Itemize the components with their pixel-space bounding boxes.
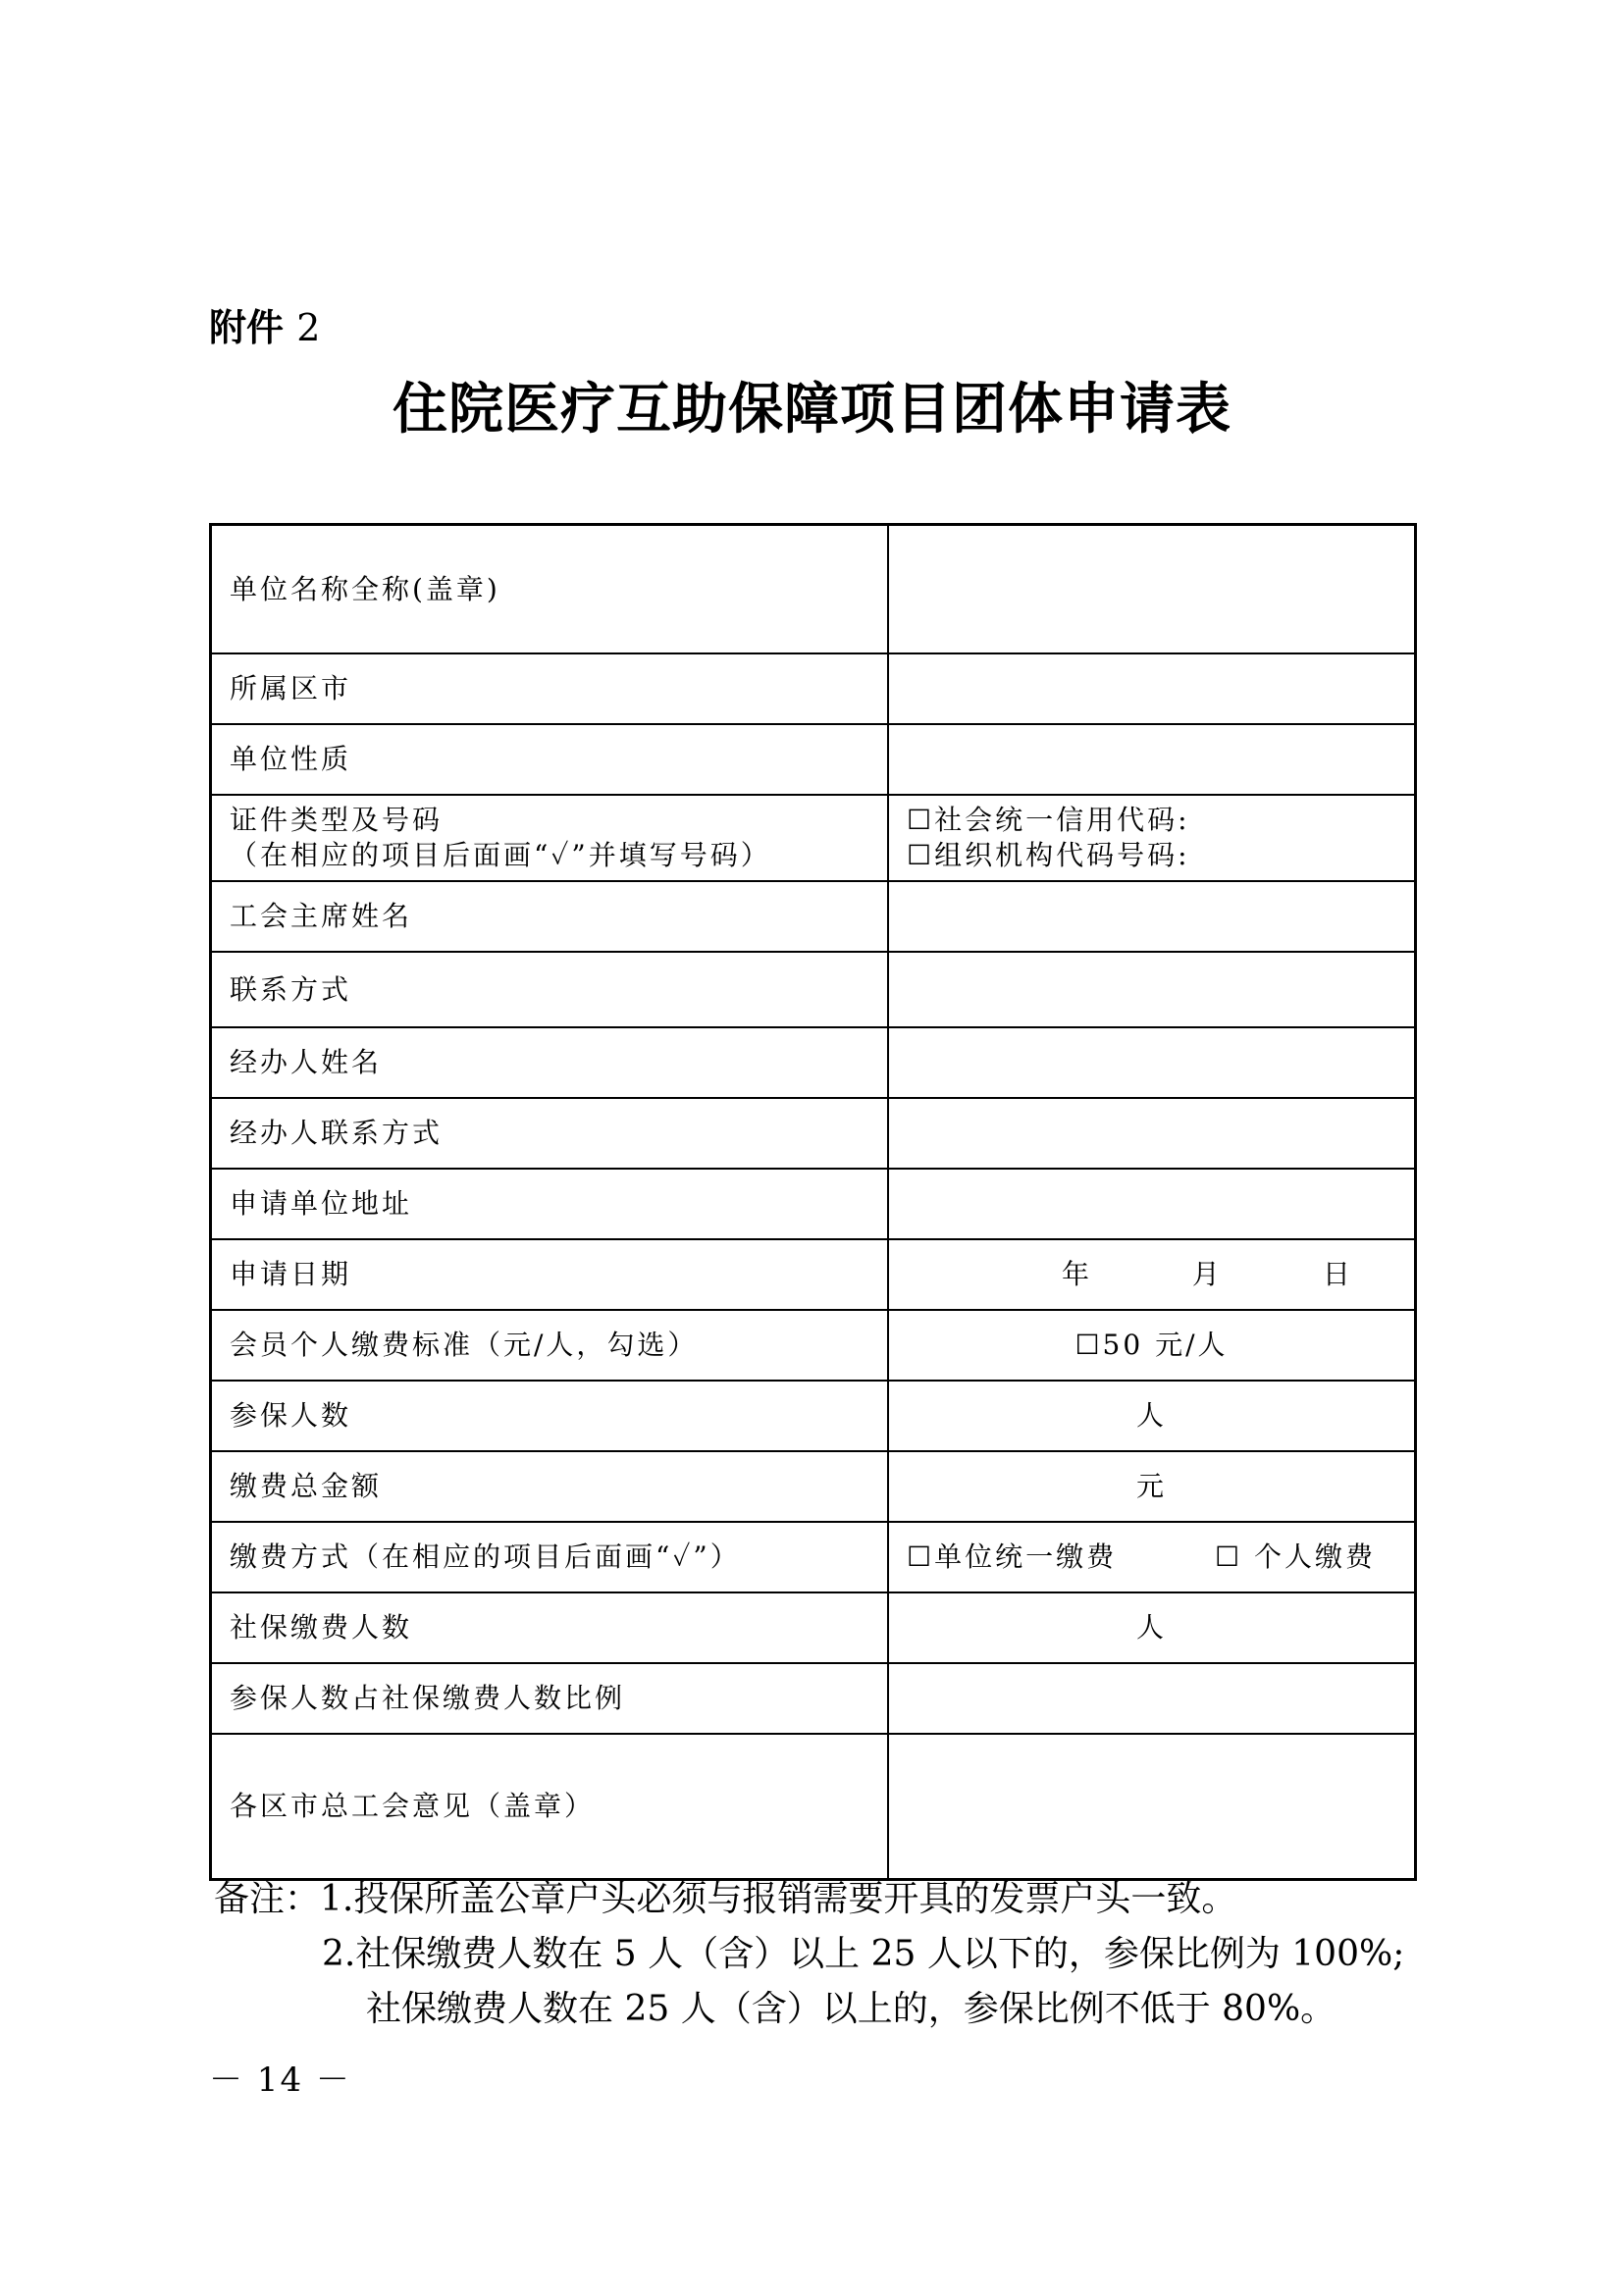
apply-date-label: 申请日期 bbox=[211, 1239, 889, 1310]
table-row bbox=[211, 1310, 1416, 1381]
remark-line-2: 2.社保缴费人数在 5 人（含）以上 25 人以下的，参保比例为 100%; bbox=[322, 1934, 1405, 1974]
page-number: － 14 － bbox=[209, 2061, 351, 2100]
remarks bbox=[214, 1872, 1404, 2037]
fee-50-checkbox[interactable]: ☐50 元/人 bbox=[888, 1310, 1416, 1381]
table-row bbox=[211, 1522, 1416, 1592]
remark-line-3: 社保缴费人数在 25 人（含）以上的，参保比例不低于 80%。 bbox=[366, 1989, 1336, 2029]
table-row bbox=[211, 1098, 1416, 1169]
social-insurance-count-label: 社保缴费人数 bbox=[211, 1592, 889, 1663]
table-row bbox=[211, 1734, 1416, 1880]
attachment-label bbox=[209, 304, 320, 351]
unit-name-field[interactable] bbox=[888, 525, 1416, 654]
table-row bbox=[211, 1451, 1416, 1522]
handler-contact-field[interactable] bbox=[888, 1098, 1416, 1169]
application-form-table bbox=[209, 523, 1417, 1881]
district-label: 所属区市 bbox=[211, 653, 889, 724]
table-row bbox=[211, 881, 1416, 952]
table-row bbox=[211, 952, 1416, 1027]
payment-method-label: 缴费方式（在相应的项目后面画“✓”） bbox=[211, 1522, 889, 1592]
contact-label: 联系方式 bbox=[211, 952, 889, 1027]
table-row bbox=[211, 525, 1416, 654]
district-union-opinion-field[interactable] bbox=[888, 1734, 1416, 1880]
id-type-label bbox=[211, 795, 889, 881]
personal-pay-checkbox[interactable]: ☐ 个人缴费 bbox=[1215, 1540, 1377, 1573]
address-label: 申请单位地址 bbox=[211, 1169, 889, 1239]
district-field[interactable] bbox=[888, 653, 1416, 724]
ratio-field[interactable] bbox=[888, 1663, 1416, 1734]
org-code-checkbox[interactable]: ☐组织机构代码号码: bbox=[907, 839, 1190, 871]
handler-name-label: 经办人姓名 bbox=[211, 1027, 889, 1098]
table-row bbox=[211, 1169, 1416, 1239]
id-type-label-line2: （在相应的项目后面画“✓”并填写号码） bbox=[230, 839, 771, 871]
apply-date-field[interactable] bbox=[888, 1239, 1416, 1310]
ratio-label: 参保人数占社保缴费人数比例 bbox=[211, 1663, 889, 1734]
contact-field[interactable] bbox=[888, 952, 1416, 1027]
year-label: 年 bbox=[1062, 1258, 1093, 1290]
table-row bbox=[211, 1592, 1416, 1663]
day-label: 日 bbox=[1322, 1258, 1353, 1290]
district-union-opinion-label: 各区市总工会意见（盖章） bbox=[211, 1734, 889, 1880]
fee-standard-label: 会员个人缴费标准（元/人，勾选） bbox=[211, 1310, 889, 1381]
unit-pay-checkbox[interactable]: ☐单位统一缴费 bbox=[907, 1540, 1118, 1573]
total-amount-field[interactable]: 元 bbox=[888, 1451, 1416, 1522]
unit-name-label: 单位名称全称(盖章) bbox=[211, 525, 889, 654]
id-type-options bbox=[888, 795, 1416, 881]
union-chair-label: 工会主席姓名 bbox=[211, 881, 889, 952]
attachment-text: 附件 bbox=[209, 306, 285, 349]
table-row bbox=[211, 795, 1416, 881]
unit-type-field[interactable] bbox=[888, 724, 1416, 795]
social-insurance-count-field[interactable]: 人 bbox=[888, 1592, 1416, 1663]
handler-contact-label: 经办人联系方式 bbox=[211, 1098, 889, 1169]
remark-line-1: 备注：1.投保所盖公章户头必须与报销需要开具的发票户头一致。 bbox=[214, 1879, 1237, 1919]
insured-count-label: 参保人数 bbox=[211, 1381, 889, 1451]
payment-method-options bbox=[888, 1522, 1416, 1592]
table-row bbox=[211, 653, 1416, 724]
total-amount-label: 缴费总金额 bbox=[211, 1451, 889, 1522]
table-row bbox=[211, 1027, 1416, 1098]
handler-name-field[interactable] bbox=[888, 1027, 1416, 1098]
id-type-label-line1: 证件类型及号码 bbox=[230, 804, 444, 836]
insured-count-field[interactable]: 人 bbox=[888, 1381, 1416, 1451]
union-chair-field[interactable] bbox=[888, 881, 1416, 952]
table-row bbox=[211, 1239, 1416, 1310]
address-field[interactable] bbox=[888, 1169, 1416, 1239]
unit-type-label: 单位性质 bbox=[211, 724, 889, 795]
month-label: 月 bbox=[1191, 1258, 1223, 1290]
table-row bbox=[211, 724, 1416, 795]
attachment-number: 2 bbox=[296, 306, 321, 349]
page-title: 住院医疗互助保障项目团体申请表 bbox=[393, 378, 1231, 442]
table-row bbox=[211, 1663, 1416, 1734]
table-row bbox=[211, 1381, 1416, 1451]
credit-code-checkbox[interactable]: ☐社会统一信用代码: bbox=[907, 804, 1190, 836]
